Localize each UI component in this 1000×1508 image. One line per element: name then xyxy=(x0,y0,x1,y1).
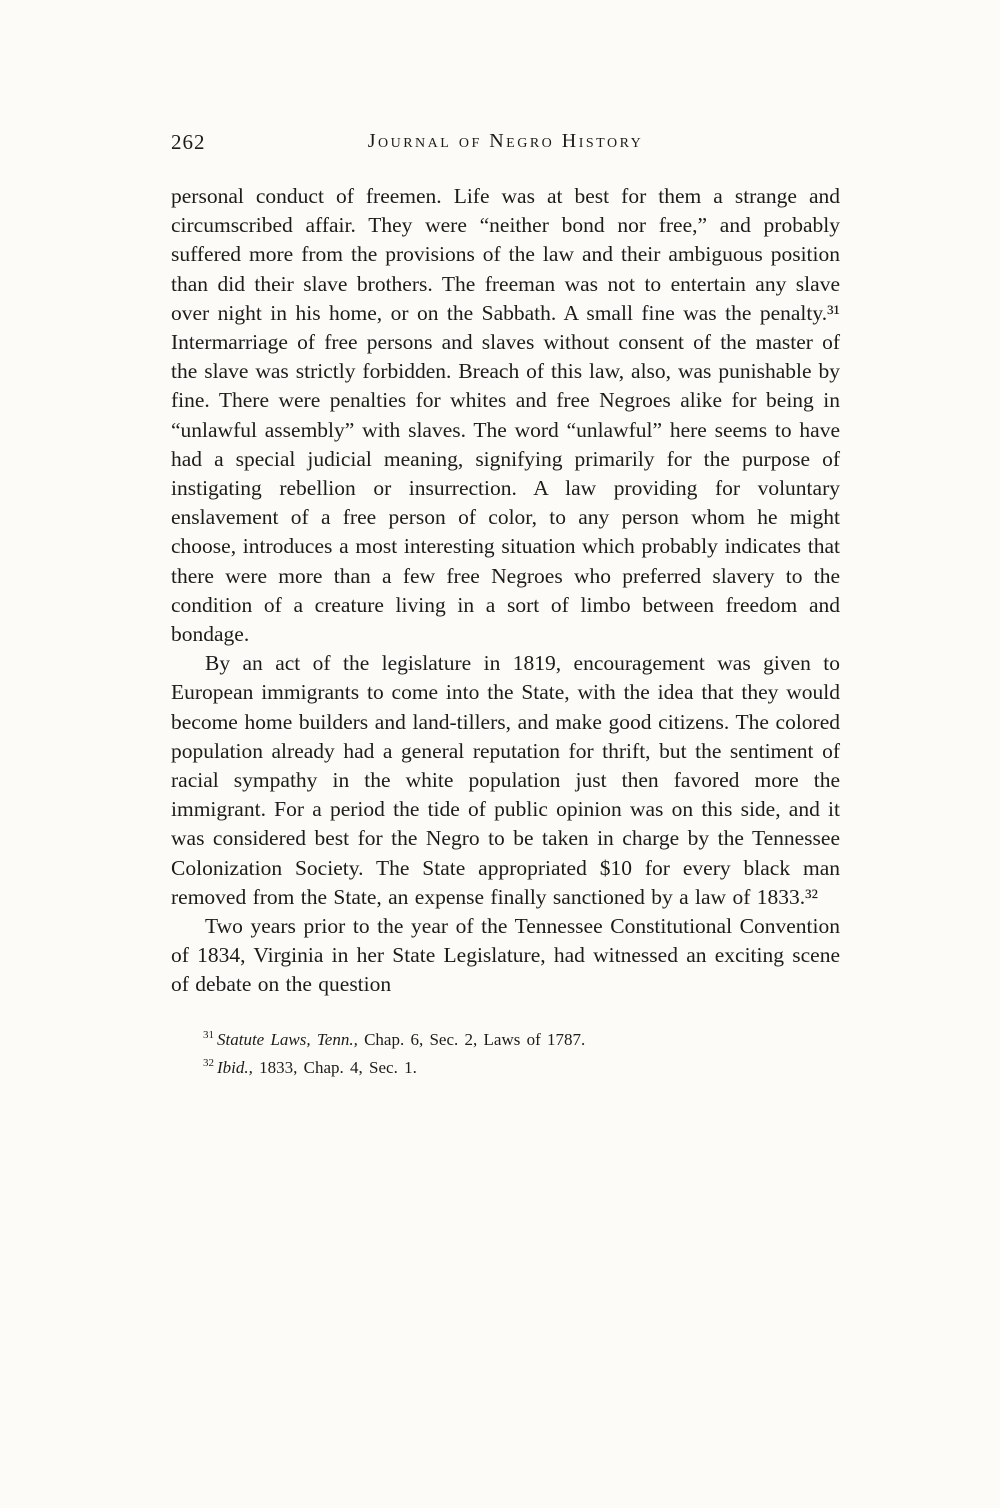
page-header xyxy=(171,128,840,158)
footnote-31 xyxy=(171,1026,840,1054)
footnote-source-31: Statute Laws, Tenn., xyxy=(217,1029,358,1049)
page-number: 262 xyxy=(171,130,206,154)
footnote-marker-31: 31 xyxy=(203,1029,214,1042)
page-content xyxy=(171,128,840,1082)
body-paragraph-2: By an act of the legislature in 1819, encouragement was given to European immigrants to come into the State, with the idea that they would become home builders and land-tillers, and make good citizens. The colored population already had a general reputation for thrift, but the sentiment of racial sympathy in the white population just then favored more the immigrant. For a period the tide of public opinion was on this side, and it was considered best for the Negro to be taken in charge by the Tennessee Colonization Society. The State appropriated $10 for every black man removed from the State, an expense finally sanctioned by a law of 1833.³² xyxy=(171,651,840,909)
footnote-marker-32: 32 xyxy=(203,1057,214,1070)
footnote-text-31: Chap. 6, Sec. 2, Laws of 1787. xyxy=(357,1029,586,1049)
body-paragraph-3: Two years prior to the year of the Tennessee Constitutional Convention of 1834, Virginia in her State Legislature, had witnessed an exciting scene of debate on the question xyxy=(171,914,840,997)
page-body xyxy=(171,182,840,1000)
footnotes-section xyxy=(171,1026,840,1082)
body-paragraph-1: personal conduct of freemen. Life was at best for them a strange and circumscribed affair. They were “neither bond nor free,” and probably suffered more from the provisions of the law and their ambiguous position than did their slave brothers. The freeman was not to entertain any slave over night in his home, or on the Sabbath. A small fine was the penalty.³¹ Intermarriage of free persons and slaves without consent of the master of the slave was strictly forbidden. Breach of this law, also, was punishable by fine. There were penalties for whites and free Negroes alike for being in “unlawful assembly” with slaves. The word “unlawful” here seems to have had a special judicial meaning, signifying primarily for the purpose of instigating rebellion or insurrection. A law providing for voluntary enslavement of a free person of color, to any person whom he might choose, introduces a most interesting situation which probably indicates that there were more than a few free Negroes who preferred slavery to the condition of a creature living in a sort of limbo between freedom and bondage. xyxy=(171,184,840,647)
footnote-text-32: 1833, Chap. 4, Sec. 1. xyxy=(252,1057,417,1077)
footnote-source-32: Ibid., xyxy=(217,1057,253,1077)
journal-title: Journal of Negro History xyxy=(367,130,644,152)
footnote-32 xyxy=(171,1054,840,1082)
